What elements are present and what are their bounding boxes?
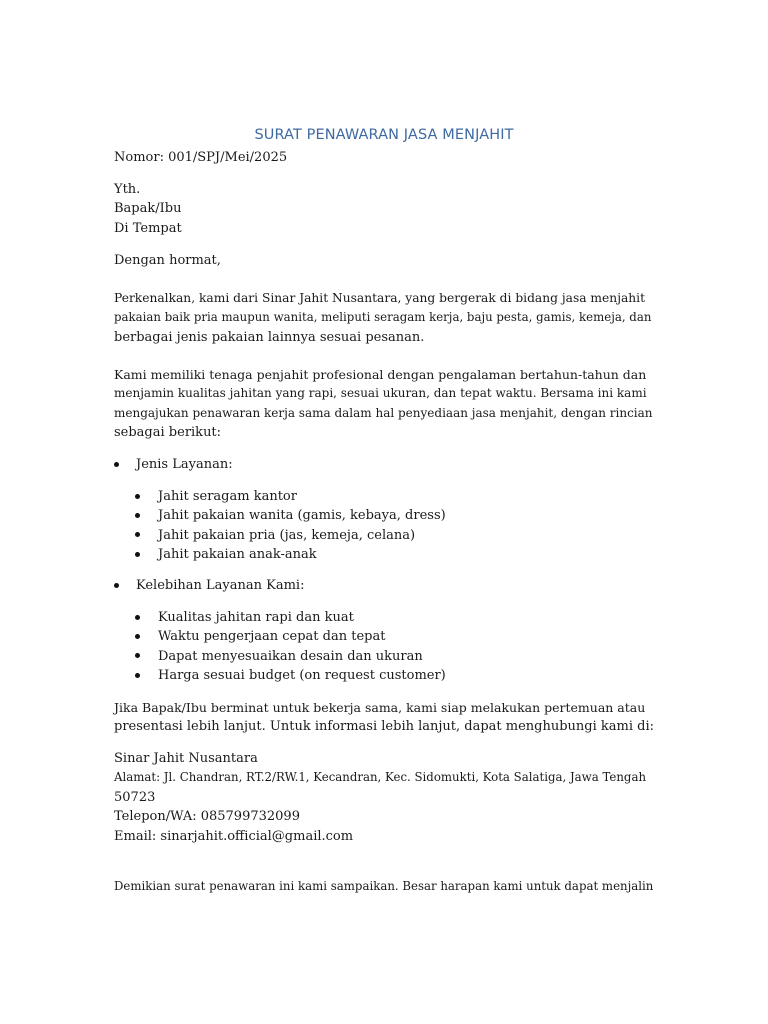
paragraph-line: menjamin kualitas jahitan yang rapi, sesuai ukuran, dan tepat waktu. Bersama ini kami bbox=[114, 386, 647, 401]
service-item: Jahit pakaian pria (jas, kemeja, celana) bbox=[158, 527, 416, 543]
recipient-block bbox=[114, 180, 654, 238]
paragraph-line: Perkenalkan, kami dari Sinar Jahit Nusantara, yang bergerak di bidang jasa menjahit bbox=[114, 291, 646, 305]
bullet-icon bbox=[135, 634, 140, 639]
bullet-icon bbox=[135, 494, 140, 499]
advantage-item: Waktu pengerjaan cepat dan tepat bbox=[158, 629, 386, 645]
advantage-item: Harga sesuai budget (on request customer) bbox=[158, 668, 446, 684]
bullet-icon bbox=[135, 615, 140, 620]
letter-number-block bbox=[114, 148, 654, 167]
paragraph-line: mengajukan penawaran kerja sama dalam hal penyediaan jasa menjahit, dengan rincian bbox=[114, 405, 653, 420]
bullet-icon bbox=[135, 552, 140, 557]
paragraph-line: Jika Bapak/Ibu berminat untuk bekerja sama, kami siap melakukan pertemuan atau bbox=[114, 700, 646, 715]
contact-address-postcode: 50723 bbox=[114, 789, 156, 805]
letter-title: SURAT PENAWARAN JASA MENJAHIT bbox=[254, 127, 514, 143]
recipient-line: Yth. bbox=[114, 182, 141, 197]
advantages-list bbox=[114, 608, 654, 686]
closing-paragraph bbox=[114, 877, 654, 896]
service-item: Jahit seragam kantor bbox=[158, 489, 297, 504]
contact-block bbox=[114, 749, 654, 846]
paragraph-line: presentasi lebih lanjut. Untuk informasi lebih lanjut, dapat menghubungi kami di: bbox=[114, 719, 655, 735]
list-item bbox=[114, 506, 654, 525]
advantages-heading-list bbox=[114, 576, 654, 595]
contact-phone: Telepon/WA: 085799732099 bbox=[114, 809, 300, 825]
bullet-icon bbox=[114, 462, 119, 467]
paragraph-line: sebagai berikut: bbox=[114, 425, 222, 441]
bullet-icon bbox=[114, 583, 119, 588]
services-heading-list bbox=[114, 455, 654, 474]
list-item bbox=[114, 576, 654, 595]
contact-name: Sinar Jahit Nusantara bbox=[114, 751, 258, 766]
advantages-heading: Kelebihan Layanan Kami: bbox=[136, 578, 305, 593]
list-item bbox=[114, 455, 654, 474]
paragraph-line: pakaian baik pria maupun wanita, meliputi seragam kerja, baju pesta, gamis, kemeja, dan bbox=[114, 310, 652, 325]
list-item bbox=[114, 545, 654, 564]
salutation-block bbox=[114, 251, 654, 270]
bullet-icon bbox=[135, 653, 140, 658]
paragraph-line: Demikian surat penawaran ini kami sampaikan. Besar harapan kami untuk dapat menjalin bbox=[114, 879, 654, 893]
service-item: Jahit pakaian anak-anak bbox=[158, 547, 317, 563]
contact-address: Alamat: Jl. Chandran, RT.2/RW.1, Kecandran, Kec. Sidomukti, Kota Salatiga, Jawa Tengah bbox=[114, 770, 647, 785]
advantage-item: Dapat menyesuaikan desain dan ukuran bbox=[158, 648, 423, 664]
list-item bbox=[114, 526, 654, 545]
bullet-icon bbox=[135, 513, 140, 518]
intro-paragraph bbox=[114, 289, 654, 347]
letter-number: Nomor: 001/SPJ/Mei/2025 bbox=[114, 150, 288, 165]
list-item bbox=[114, 627, 654, 646]
bullet-icon bbox=[135, 532, 140, 537]
services-heading: Jenis Layanan: bbox=[136, 457, 233, 472]
service-item: Jahit pakaian wanita (gamis, kebaya, dress) bbox=[158, 508, 446, 524]
bullet-icon bbox=[135, 673, 140, 678]
salutation: Dengan hormat, bbox=[114, 253, 221, 268]
offer-paragraph bbox=[114, 365, 654, 443]
list-item bbox=[114, 487, 654, 506]
paragraph-line: Kami memiliki tenaga penjahit profesional dengan pengalaman bertahun-tahun dan bbox=[114, 367, 647, 382]
recipient-line: Bapak/Ibu bbox=[114, 201, 182, 217]
contact-email: Email: sinarjahit.official@gmail.com bbox=[114, 828, 354, 844]
paragraph-line: berbagai jenis pakaian lainnya sesuai pesanan. bbox=[114, 329, 425, 345]
services-list bbox=[114, 487, 654, 565]
list-item bbox=[114, 647, 654, 666]
invitation-paragraph bbox=[114, 698, 654, 737]
list-item bbox=[114, 608, 654, 627]
advantage-item: Kualitas jahitan rapi dan kuat bbox=[158, 610, 354, 625]
list-item bbox=[114, 666, 654, 685]
recipient-line: Di Tempat bbox=[114, 220, 182, 236]
